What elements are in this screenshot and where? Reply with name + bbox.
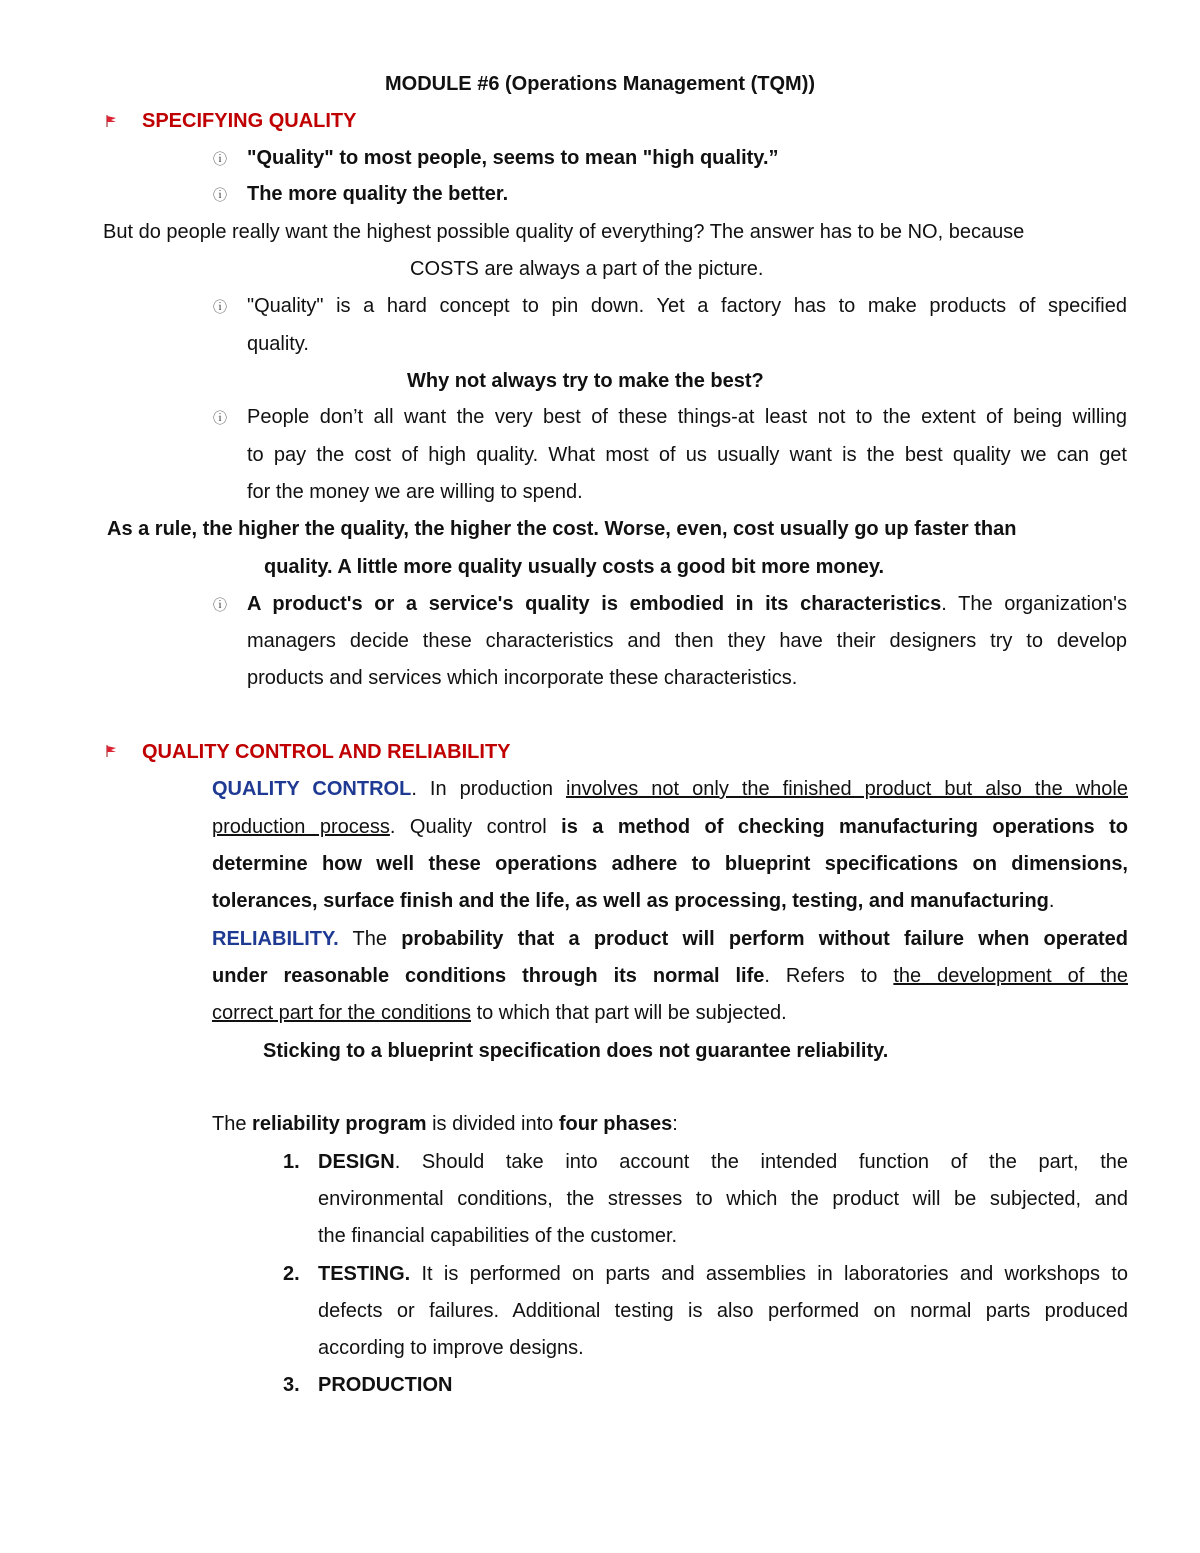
text-run: . Quality control bbox=[389, 816, 562, 838]
term-reliability: RELIABILITY. bbox=[212, 928, 339, 950]
text-run: : bbox=[672, 1113, 678, 1135]
phase-line bbox=[318, 1150, 1128, 1174]
phase-line bbox=[318, 1262, 1128, 1286]
bold-phrase: tolerances, surface finish and the life, as well as processing, testing, and manufacturing bbox=[212, 890, 1049, 912]
bullet-text: to pay the cost of high quality. What most of us usually want is the best quality we can get bbox=[247, 444, 1127, 466]
reliability-line bbox=[212, 964, 1128, 988]
bullet-text: products and services which incorporate these characteristics. bbox=[247, 667, 798, 689]
page-title: MODULE #6 (Operations Management (TQM)) bbox=[384, 73, 816, 95]
section-heading-quality-control: QUALITY CONTROL AND RELIABILITY bbox=[142, 741, 511, 763]
rule-statement: As a rule, the higher the quality, the higher the cost. Worse, even, cost usually go up faster than bbox=[107, 518, 1017, 540]
text-run: . In production bbox=[411, 778, 567, 800]
bullet-text: for the money we are willing to spend. bbox=[247, 481, 583, 503]
underlined-phrase: the development of the bbox=[893, 965, 1128, 987]
circled-i-icon: ⓘ bbox=[213, 299, 227, 315]
phase-label: PRODUCTION bbox=[318, 1374, 453, 1396]
red-flag-icon bbox=[104, 114, 118, 128]
phase-label: DESIGN bbox=[318, 1151, 395, 1173]
red-flag-icon bbox=[104, 744, 118, 758]
reliability-line bbox=[212, 1001, 787, 1025]
underlined-phrase: involves not only the finished product but also the whole bbox=[566, 778, 1128, 800]
bullet-text: The more quality the better. bbox=[247, 183, 509, 205]
question-heading: Why not always try to make the best? bbox=[407, 370, 764, 392]
term-quality-control: QUALITY CONTROL bbox=[212, 778, 412, 800]
bullet-text: People don’t all want the very best of these things-at least not to the extent of being willing bbox=[247, 406, 1127, 428]
text-run: . bbox=[1048, 890, 1055, 912]
phase-number: 1. bbox=[283, 1151, 300, 1173]
reliability-program-intro bbox=[212, 1112, 678, 1136]
bullet-text: quality. bbox=[247, 333, 309, 355]
text-run: The bbox=[212, 1113, 253, 1135]
circled-i-icon: ⓘ bbox=[213, 410, 227, 426]
rule-statement: quality. A little more quality usually costs a good bit more money. bbox=[264, 556, 885, 578]
quality-control-line bbox=[212, 777, 1128, 801]
bullet-text: "Quality" to most people, seems to mean "high quality.” bbox=[247, 147, 779, 169]
phase-number: 2. bbox=[283, 1263, 300, 1285]
section-heading-specifying-quality: SPECIFYING QUALITY bbox=[142, 110, 357, 132]
phase-number: 3. bbox=[283, 1374, 300, 1396]
circled-i-icon: ⓘ bbox=[213, 151, 227, 167]
phase-line: according to improve designs. bbox=[318, 1337, 584, 1359]
bullet-text: managers decide these characteristics and then they have their designers try to develop bbox=[247, 630, 1127, 652]
bold-phrase: A product's or a service's quality is embodied in its characteristics bbox=[247, 593, 942, 615]
text-run: to which that part will be subjected. bbox=[471, 1002, 787, 1024]
sticking-statement: Sticking to a blueprint specification does not guarantee reliability. bbox=[263, 1040, 889, 1062]
text-run: It is performed on parts and assemblies in laboratories and workshops to bbox=[410, 1263, 1128, 1285]
text-run: . The organization's bbox=[941, 593, 1128, 615]
bold-phrase: is a method of checking manufacturing operations to bbox=[561, 816, 1128, 838]
text-run: . Should take into account the intended function of the part, the bbox=[394, 1151, 1128, 1173]
bold-phrase: under reasonable conditions through its normal life bbox=[212, 965, 765, 987]
phase-line: environmental conditions, the stresses to which the product will be subjected, and bbox=[318, 1188, 1128, 1210]
bullet-text bbox=[247, 592, 1127, 616]
bold-phrase: probability that a product will perform without failure when operated bbox=[401, 928, 1128, 950]
circled-i-icon: ⓘ bbox=[213, 597, 227, 613]
quality-control-line bbox=[212, 815, 1128, 839]
text-run: The bbox=[338, 928, 402, 950]
underlined-phrase: correct part for the conditions bbox=[212, 1002, 472, 1024]
paragraph-line: But do people really want the highest possible quality of everything? The answer has to be NO, because bbox=[103, 221, 1025, 243]
text-run: is divided into bbox=[426, 1113, 559, 1135]
quality-control-line bbox=[212, 889, 1054, 913]
phase-label: TESTING. bbox=[318, 1263, 411, 1285]
bold-phrase: four phases bbox=[558, 1113, 673, 1135]
reliability-line bbox=[212, 927, 1128, 951]
bold-phrase: reliability program bbox=[252, 1113, 427, 1135]
paragraph-line: COSTS are always a part of the picture. bbox=[410, 258, 764, 280]
circled-i-icon: ⓘ bbox=[213, 187, 227, 203]
text-run: . Refers to bbox=[764, 965, 894, 987]
bullet-text: "Quality" is a hard concept to pin down. Yet a factory has to make products of specified bbox=[247, 295, 1127, 317]
underlined-phrase: production process bbox=[212, 816, 390, 838]
phase-line: defects or failures. Additional testing is also performed on normal parts produced bbox=[318, 1300, 1128, 1322]
quality-control-line: determine how well these operations adhere to blueprint specifications on dimensions, bbox=[212, 853, 1128, 875]
phase-line: the financial capabilities of the customer. bbox=[318, 1225, 678, 1247]
